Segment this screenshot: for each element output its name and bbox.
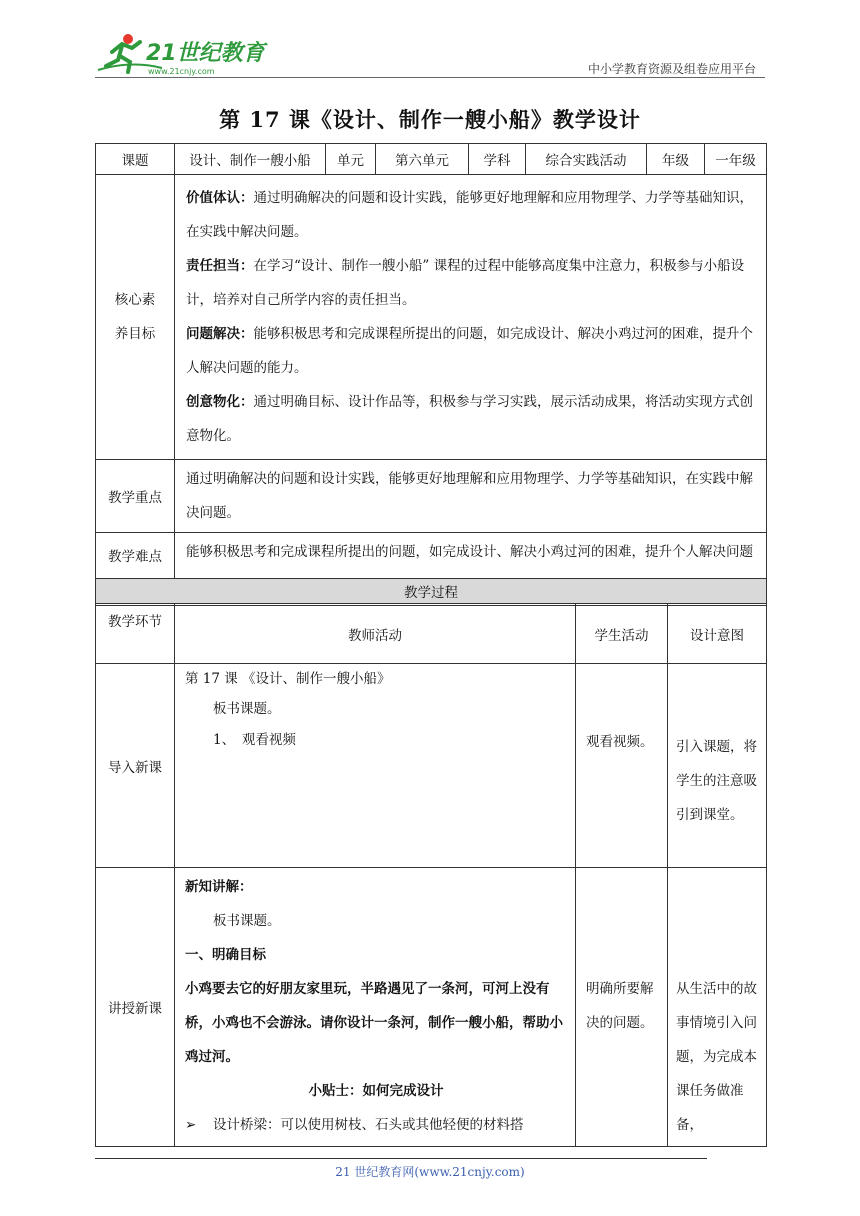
process-heading-row	[96, 579, 767, 604]
document-title: 第 17 课《设计、制作一艘小船》教学设计	[219, 107, 641, 132]
col-student: 学生活动	[576, 604, 668, 664]
key-points-text: 通过明确解决的问题和设计实践，能够更好地理解和应用物理学、力学等基础知识，在实践中解决问题。	[175, 460, 767, 533]
svg-text:21世纪教育: 21世纪教育	[146, 41, 265, 66]
core-goal-item: 责任担当：在学习“设计、制作一艘小船” 课程的过程中能够高度集中注意力，积极参与小船设计，培养对自己所学内容的责任担当。	[186, 258, 745, 308]
design-intent-intro: 引入课题，将学生的注意吸引到课堂。	[668, 664, 767, 868]
unit-value: 第六单元	[376, 144, 469, 175]
student-activity-intro: 观看视频。	[576, 664, 668, 868]
stage-new-lesson: 讲授新课	[96, 868, 175, 1147]
col-stage: 教学环节	[96, 604, 175, 664]
process-header-row	[96, 604, 767, 664]
lesson-info-table	[95, 143, 767, 606]
svg-text:www.21cnjy.com: www.21cnjy.com	[148, 67, 215, 76]
discipline-value: 综合实践活动	[526, 144, 647, 175]
discipline-label: 学科	[469, 144, 526, 175]
key-points-row	[96, 460, 767, 533]
runner-logo-icon	[92, 30, 272, 78]
footer-divider	[95, 1158, 707, 1159]
core-goals-content	[175, 175, 767, 460]
subject-label: 课题	[96, 144, 175, 175]
unit-label: 单元	[326, 144, 376, 175]
col-teacher: 教师活动	[175, 604, 576, 664]
teacher-activity-intro: 第 17 课 《设计、制作一艘小船》 板书课题。 1、 观看视频	[175, 664, 576, 868]
core-goal-item: 创意物化：通过明确目标、设计作品等，积极参与学习实践，展示活动成果，将活动实现方式创意物化。	[186, 394, 753, 444]
subject-value: 设计、制作一艘小船	[175, 144, 326, 175]
footer-link[interactable]: 21 世纪教育网(www.21cnjy.com)	[335, 1165, 525, 1179]
design-intent-new-lesson: 从生活中的故事情境引入问题，为完成本课任务做准备，	[668, 868, 767, 1147]
student-activity-new-lesson: 明确所要解决的问题。	[576, 868, 668, 1147]
core-goal-item: 价值体认：通过明确解决的问题和设计实践，能够更好地理解和应用物理学、力学等基础知识，在实践中解决问题。	[186, 190, 753, 240]
core-goals-label: 核心素 养目标	[96, 175, 175, 460]
grade-value: 一年级	[705, 144, 767, 175]
site-logo	[92, 30, 272, 78]
process-heading: 教学过程	[96, 579, 767, 604]
key-points-label: 教学重点	[96, 460, 175, 533]
core-goal-item: 问题解决：能够积极思考和完成课程所提出的问题，如完成设计、解决小鸡过河的困难，提升个人解决问题的能力。	[186, 326, 753, 376]
arrow-bullet-icon: ➢	[185, 1117, 197, 1133]
grade-label: 年级	[647, 144, 705, 175]
subject-row	[96, 144, 767, 175]
table-row	[96, 664, 767, 868]
difficulty-text: 能够积极思考和完成课程所提出的问题，如完成设计、解决小鸡过河的困难，提升个人解决问题	[175, 533, 767, 606]
core-goals-row	[96, 175, 767, 460]
col-intent: 设计意图	[668, 604, 767, 664]
platform-name: 中小学教育资源及组卷应用平台	[587, 62, 756, 76]
difficulty-label: 教学难点	[96, 533, 175, 606]
stage-intro: 导入新课	[96, 664, 175, 868]
teaching-process-table	[95, 578, 767, 1147]
table-row	[96, 868, 767, 1147]
teacher-activity-new-lesson: 新知讲解： 板书课题。 一、明确目标 小鸡要去它的好朋友家里玩，半路遇见了一条河，可河上没有桥，小鸡也不会游泳。请你设计一条河，制作一艘小船，帮助小鸡过河。 小贴士：如何完成设计 ➢ 设计桥梁：可以使用树枝、石头或其他轻便的材料搭	[175, 868, 576, 1147]
header-divider	[95, 77, 765, 78]
